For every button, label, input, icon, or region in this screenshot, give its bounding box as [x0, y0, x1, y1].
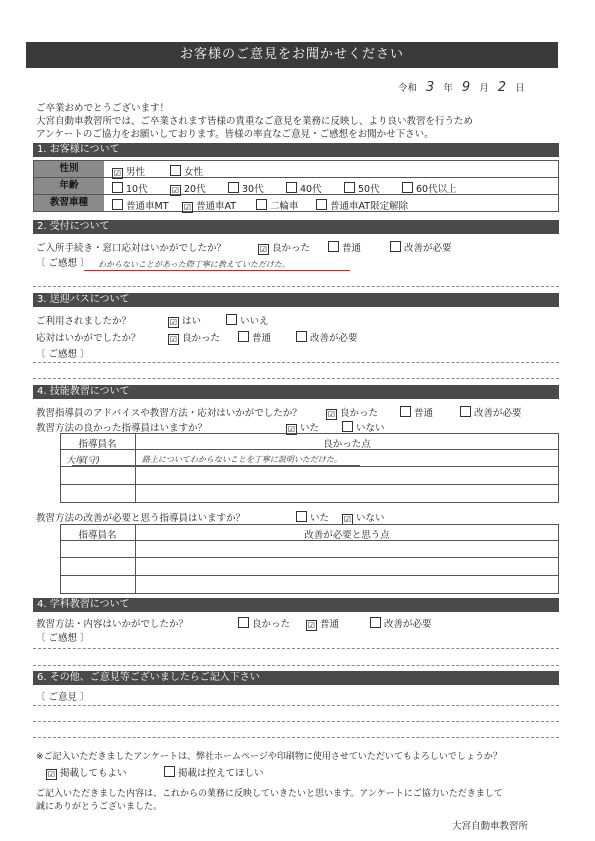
option-label: 改善が必要: [474, 408, 522, 419]
section-2-heading: 2. 受付について: [33, 220, 559, 234]
reception-improve-option[interactable]: [390, 240, 452, 254]
checkbox[interactable]: [328, 241, 339, 252]
writing-line: [33, 362, 559, 363]
course-label: 教習車種: [34, 195, 104, 211]
date-month: 9: [461, 80, 471, 95]
option-label: 普通車AT: [196, 201, 237, 212]
greeting-line-2: 大宮自動車教習所では、ご卒業されます皆様の貴重なご意見を業務に反映し、より良い教習を行うため: [36, 116, 474, 127]
checkbox[interactable]: [238, 331, 249, 342]
thanks-line-1: ご記入いただきました内容は、これからの業務に反映していきたいと思います。アンケートにご協力いただきまして: [36, 789, 503, 799]
checkbox-checked[interactable]: ☑: [183, 203, 192, 212]
option-label: 良かった: [182, 333, 221, 344]
option-label: 改善が必要: [384, 619, 432, 630]
option-label: 改善が必要: [404, 243, 452, 254]
option-label: 普通: [320, 619, 340, 630]
date-year-unit: 年: [443, 83, 453, 94]
writing-line: [33, 378, 559, 379]
checkbox[interactable]: [238, 617, 249, 628]
academic-comment-label: 〔 ご感想 〕: [36, 633, 90, 644]
reception-good-option[interactable]: [258, 240, 310, 255]
age-60s-option[interactable]: [402, 181, 457, 195]
opinion-comment-label: 〔 ご意見 〕: [36, 692, 90, 703]
option-label: 30代: [242, 184, 264, 195]
section-6-heading: 6. その他、ご意見等ございましたらご記入下さい: [33, 671, 559, 685]
table-header-instructor: 指導員名: [78, 530, 117, 541]
reception-question: ご入所手続き・窓口応対はいかがでしたか？: [36, 243, 227, 254]
option-label: いいえ: [240, 316, 269, 327]
writing-line: [33, 286, 559, 287]
bus-comment-label: 〔 ご感想 〕: [36, 349, 90, 360]
age-50s-option[interactable]: [344, 181, 380, 195]
age-30s-option[interactable]: [228, 181, 264, 195]
academic-improve-option[interactable]: [370, 616, 432, 630]
course-at-option[interactable]: [182, 198, 236, 213]
checkbox[interactable]: [296, 331, 307, 342]
underline-marker: [72, 465, 360, 466]
reception-comment-label: 〔 ご感想 〕: [36, 258, 90, 269]
checkbox-checked[interactable]: ☑: [327, 410, 336, 419]
divider: [60, 557, 559, 558]
greeting-line-3: アンケートのご協力をお願いしております。皆様の率直なご意見・ご感想をお聞かせ下さい。: [36, 129, 434, 140]
checkbox[interactable]: [228, 182, 239, 193]
improve-instructor-question: 教習方法の改善が必要と思う指導員はいますか？: [36, 513, 246, 524]
date-day-unit: 日: [515, 83, 525, 94]
reception-normal-option[interactable]: [328, 240, 361, 254]
instructor-advice-question: 教習指導員のアドバイスや教習方法・応対はいかがでしたか？: [36, 408, 302, 419]
option-label: 掲載してもよい: [60, 768, 127, 779]
option-label: 60代以上: [416, 184, 457, 195]
course-at-release-option[interactable]: [316, 198, 408, 212]
section-4-heading: 4. 技能教習について: [33, 385, 559, 399]
gender-female-option[interactable]: [170, 164, 203, 178]
improve-instructor-yes-option[interactable]: [296, 510, 329, 524]
writing-line: [33, 737, 559, 738]
course-bike-option[interactable]: [256, 198, 299, 212]
checkbox[interactable]: [164, 766, 175, 777]
bus-use-question: ご利用されましたか？: [36, 316, 132, 327]
bus-good-option[interactable]: [168, 330, 220, 345]
gender-male-option[interactable]: [112, 164, 145, 179]
checkbox[interactable]: [256, 199, 267, 210]
writing-line: [33, 648, 559, 649]
good-instructor-no-option[interactable]: [342, 420, 385, 434]
option-label: いた: [310, 513, 330, 524]
instructor-name-entry[interactable]: 大塚(守): [66, 456, 101, 466]
checkbox[interactable]: [170, 165, 181, 176]
section-academic-heading: 4. 学科教習について: [33, 598, 559, 612]
date-day: 2: [497, 80, 507, 95]
option-label: いない: [356, 423, 385, 434]
option-label: 普通: [414, 408, 434, 419]
age-40s-option[interactable]: [286, 181, 322, 195]
advice-improve-option[interactable]: [460, 405, 522, 419]
checkbox-checked[interactable]: ☑: [259, 245, 268, 254]
date-year: 3: [426, 80, 435, 95]
bus-improve-option[interactable]: [296, 330, 358, 344]
date-month-unit: 月: [479, 83, 489, 94]
good-point-entry[interactable]: 路上についてわからないことを丁寧に説明いただけた。: [142, 455, 342, 464]
option-label: 普通: [252, 333, 272, 344]
option-label: 掲載は控えてほしい: [178, 768, 264, 779]
reception-comment-text[interactable]: わからないことがあった際丁寧に教えていただけた。: [98, 260, 290, 269]
option-label: いた: [300, 423, 320, 434]
date-field: [398, 80, 525, 95]
academic-good-option[interactable]: [238, 616, 290, 630]
option-label: 40代: [300, 184, 322, 195]
age-10s-option[interactable]: [112, 181, 148, 195]
academic-question: 教習方法・内容はいかがでしたか？: [36, 619, 189, 630]
advice-normal-option[interactable]: [400, 405, 433, 419]
checkbox[interactable]: [316, 199, 327, 210]
checkbox[interactable]: [390, 241, 401, 252]
age-label: 年齢: [34, 178, 104, 194]
option-label: 50代: [358, 184, 380, 195]
bus-use-no-option[interactable]: [226, 313, 269, 327]
checkbox[interactable]: [460, 406, 471, 417]
underline-marker: [84, 270, 350, 271]
checkbox-checked[interactable]: ☑: [113, 169, 122, 178]
divider: [60, 466, 559, 467]
writing-line: [33, 721, 559, 722]
checkbox[interactable]: [342, 421, 353, 432]
option-label: 良かった: [272, 243, 311, 254]
bus-normal-option[interactable]: [238, 330, 271, 344]
greeting-line-1: ご卒業おめでとうございます！: [36, 103, 170, 114]
option-label: 10代: [126, 184, 148, 195]
option-label: 普通: [342, 243, 362, 254]
bus-use-yes-option[interactable]: [168, 313, 201, 328]
checkbox[interactable]: [370, 617, 381, 628]
checkbox[interactable]: [400, 406, 411, 417]
writing-line: [33, 705, 559, 706]
option-label: 20代: [184, 184, 206, 195]
writing-line: [33, 665, 559, 666]
table-header-instructor: 指導員名: [78, 439, 117, 450]
academic-normal-option[interactable]: [306, 616, 339, 631]
checkbox[interactable]: [226, 314, 237, 325]
checkbox[interactable]: [112, 182, 123, 193]
option-label: 良かった: [252, 619, 291, 630]
checkbox-checked[interactable]: ☑: [169, 335, 178, 344]
section-3-heading: 3. 送迎バスについて: [33, 293, 559, 307]
option-label: 普通車AT限定解除: [330, 201, 409, 212]
publish-consent-question: ※ご記入いただきましたアンケートは、弊社ホームページや印刷物に使用させていただいてもよろしいでしょうか？: [36, 752, 502, 762]
checkbox-checked[interactable]: ☑: [47, 770, 56, 779]
option-label: いない: [356, 513, 385, 524]
checkbox[interactable]: [286, 182, 297, 193]
thanks-line-2: 誠にありがとうございました。: [36, 802, 163, 812]
improve-instructor-no-option[interactable]: [342, 510, 385, 525]
checkbox-checked[interactable]: ☑: [287, 425, 296, 434]
company-name: 大宮自動車教習所: [452, 821, 529, 832]
checkbox-checked[interactable]: ☑: [171, 186, 180, 195]
checkbox[interactable]: [112, 199, 123, 210]
checkbox[interactable]: [344, 182, 355, 193]
option-label: 良かった: [340, 408, 379, 419]
page-title: お客様のご意見をお聞かせください: [26, 42, 558, 68]
age-20s-option[interactable]: [170, 181, 206, 196]
section-1-heading: 1. お客様について: [33, 143, 559, 157]
option-label: 女性: [184, 167, 204, 178]
publish-ok-option[interactable]: [46, 765, 127, 780]
publish-refuse-option[interactable]: [164, 765, 264, 779]
option-label: 普通車MT: [126, 201, 169, 212]
table-header-good-points: 良かった点: [323, 439, 371, 450]
good-instructor-question: 教習方法の良かった指導員はいますか？: [36, 423, 208, 434]
course-mt-option[interactable]: [112, 198, 169, 212]
checkbox-checked[interactable]: ☑: [307, 621, 316, 630]
option-label: 改善が必要: [310, 333, 358, 344]
gender-label: 性別: [34, 161, 104, 177]
bus-service-question: 応対はいかがでしたか？: [36, 333, 141, 344]
checkbox-checked[interactable]: ☑: [169, 318, 178, 327]
option-label: はい: [182, 316, 202, 327]
option-label: 男性: [126, 167, 146, 178]
date-era: 令和: [398, 83, 418, 94]
divider: [60, 484, 559, 485]
checkbox-checked[interactable]: ☑: [343, 515, 352, 524]
table-header-improve-points: 改善が必要と思う点: [304, 530, 390, 541]
divider: [60, 575, 559, 576]
option-label: 二輪車: [270, 201, 299, 212]
advice-good-option[interactable]: [326, 405, 378, 420]
checkbox[interactable]: [296, 511, 307, 522]
checkbox[interactable]: [402, 182, 413, 193]
